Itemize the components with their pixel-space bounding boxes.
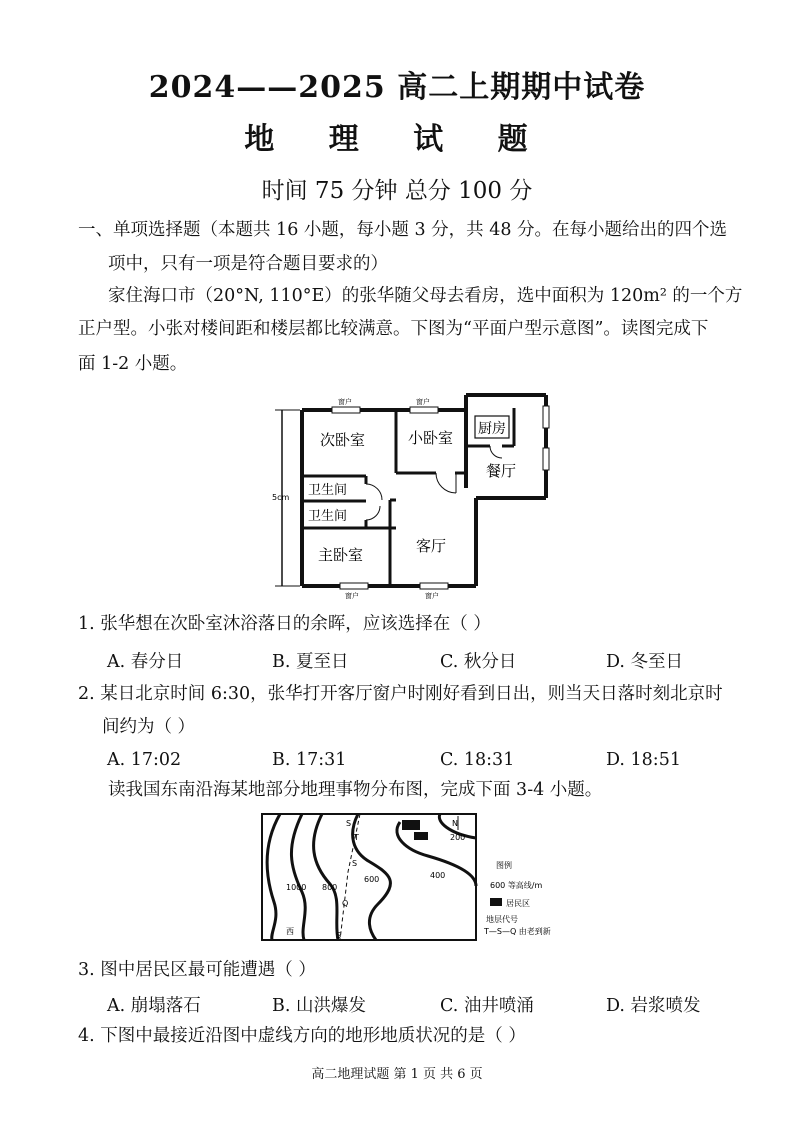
q3-option-d[interactable]: D. 岩浆喷发	[606, 996, 701, 1016]
room-living: 客厅	[416, 537, 447, 555]
floor-plan-diagram	[270, 388, 560, 603]
q3-stem: 3. 图中居民区最可能遭遇（ ）	[78, 960, 316, 980]
strata-label: S	[336, 931, 342, 940]
legend-strata-title: 地层代号	[486, 915, 518, 924]
q2-option-d[interactable]: D. 18:51	[606, 750, 681, 770]
q2-option-a[interactable]: A. 17:02	[107, 750, 182, 770]
legend-settlement: 居民区	[506, 899, 530, 908]
legend-strata: T—S—Q 由老到新	[484, 927, 551, 936]
q2-stem-line2: 间约为（ ）	[102, 717, 196, 737]
west-label: 西	[286, 927, 294, 936]
window-label: 窗户	[425, 592, 439, 600]
time-info: 时间 75 分钟 总分 100 分	[261, 178, 533, 204]
exam-title: 2024——2025 高二上期期中试卷	[148, 70, 646, 105]
room-master-bedroom: 主卧室	[318, 546, 364, 564]
q2-option-b[interactable]: B. 17:31	[272, 750, 347, 770]
passage1-line2: 正户型。小张对楼间距和楼层都比较满意。下图为“平面户型示意图”。读图完成下	[78, 319, 709, 339]
passage2: 读我国东南沿海某地部分地理事物分布图，完成下面 3-4 小题。	[108, 780, 603, 800]
scale-label: 5cm	[272, 493, 290, 502]
room-bathroom-2: 卫生间	[308, 509, 348, 524]
strata-label: S	[352, 859, 358, 868]
legend-contour: 600 等高线/m	[490, 881, 543, 890]
room-kitchen: 厨房	[478, 421, 506, 437]
section-heading-line1: 一、单项选择题（本题共 16 小题，每小题 3 分，共 48 分。在每小题给出的四个选	[78, 220, 728, 240]
contour-label: 200	[450, 833, 466, 842]
q4-stem: 4. 下图中最接近沿图中虚线方向的地形地质状况的是（ ）	[78, 1026, 526, 1046]
q3-option-b[interactable]: B. 山洪爆发	[272, 996, 366, 1016]
contour-map	[260, 812, 580, 944]
contour-label: 600	[364, 875, 380, 884]
q3-option-c[interactable]: C. 油井喷涌	[440, 996, 534, 1016]
q1-option-c[interactable]: C. 秋分日	[440, 652, 517, 672]
strata-label: S	[346, 819, 352, 828]
contour-label: 1000	[286, 883, 307, 892]
strata-label: T	[354, 833, 359, 842]
legend-title: 图例	[496, 861, 512, 870]
strata-label: Q	[342, 899, 349, 908]
passage1-line1: 家住海口市（20°N, 110°E）的张华随父母去看房，选中面积为 120m² 的一个方	[108, 286, 743, 306]
q1-option-a[interactable]: A. 春分日	[107, 652, 184, 672]
q2-stem-line1: 2. 某日北京时间 6:30，张华打开客厅窗户时刚好看到日出，则当天日落时刻北京时	[78, 684, 723, 704]
page-footer: 高二地理试题 第 1 页 共 6 页	[311, 1067, 483, 1082]
q1-stem: 1. 张华想在次卧室沐浴落日的余晖，应该选择在（ ）	[78, 614, 491, 634]
q3-option-a[interactable]: A. 崩塌落石	[107, 996, 201, 1016]
window-label: 窗户	[416, 398, 430, 406]
north-arrow: N	[452, 819, 458, 828]
window-label: 窗户	[345, 592, 359, 600]
window-label: 窗户	[338, 398, 352, 406]
room-small-bedroom: 小卧室	[408, 429, 454, 447]
passage1-line3: 面 1-2 小题。	[78, 354, 188, 374]
q1-option-d[interactable]: D. 冬至日	[606, 652, 684, 672]
q1-option-b[interactable]: B. 夏至日	[272, 652, 349, 672]
contour-label: 800	[322, 883, 338, 892]
section-heading-line2: 项中，只有一项是符合题目要求的）	[108, 254, 388, 274]
subject-title: 地 理 试 题	[244, 122, 550, 157]
room-dining: 餐厅	[486, 462, 517, 480]
contour-label: 400	[430, 871, 446, 880]
room-second-bedroom: 次卧室	[320, 431, 366, 449]
q2-option-c[interactable]: C. 18:31	[440, 750, 515, 770]
room-bathroom-1: 卫生间	[308, 483, 348, 498]
